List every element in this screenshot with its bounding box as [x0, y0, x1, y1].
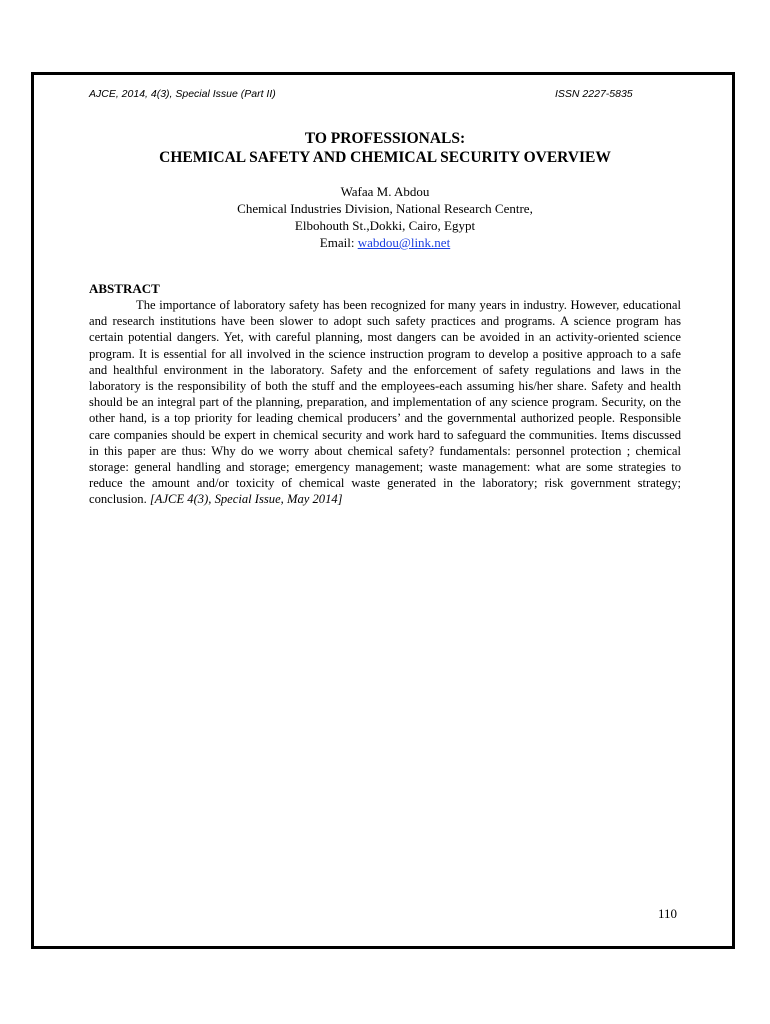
- title-line-2: CHEMICAL SAFETY AND CHEMICAL SECURITY OVERVIEW: [159, 149, 611, 166]
- abstract-text: The importance of laboratory safety has been recognized for many years in industry. However, educational and research institutions have been slower to adopt such safety practices and programs. A science program has certain potential dangers. Yet, with careful planning, most dangers can be avoided in an activity-oriented science program. It is essential for all involved in the science instruction program to develop a positive approach to a safe and healthful environment in the laboratory. Safety and the enforcement of safety regulations and laws in the laboratory is the responsibility of both the stuff and the employees-each assuming his/her share. Safety and health should be an integral part of the planning, preparation, and implementation of any science program. Security, on the other hand, is a top priority for leading chemical producers’ and the governmental authorized people. Responsible care companies should be expert in chemical security and work hard to safeguard the communities. Items discussed in this paper are thus: Why do we worry about chemical safety? fundamentals: personnel protection ; chemical storage: general handling and storage; emergency management; waste management: what are some strategies to reduce the amount and/or toxicity of chemical waste generated in the laboratory; risk government strategy; conclusion.: [89, 298, 681, 507]
- page-number: 110: [658, 906, 678, 921]
- author-affiliation: Chemical Industries Division, National Research Centre,: [237, 201, 533, 216]
- email-label: Email:: [319, 235, 358, 250]
- author-email-line: [89, 234, 681, 251]
- title-line-1: TO PROFESSIONALS:: [304, 130, 466, 147]
- abstract-body: [89, 297, 681, 508]
- author-name: Wafaa M. Abdou: [340, 184, 430, 199]
- author-block: [89, 183, 681, 251]
- abstract-citation: [AJCE 4(3), Special Issue, May 2014]: [149, 492, 343, 507]
- issn: ISSN 2227-5835: [555, 88, 633, 100]
- journal-reference: AJCE, 2014, 4(3), Special Issue (Part II): [89, 88, 276, 100]
- email-link[interactable]: wabdou@link.net: [357, 235, 451, 250]
- abstract-heading: ABSTRACT: [89, 281, 160, 296]
- author-address: Elbohouth St.,Dokki, Cairo, Egypt: [294, 218, 476, 233]
